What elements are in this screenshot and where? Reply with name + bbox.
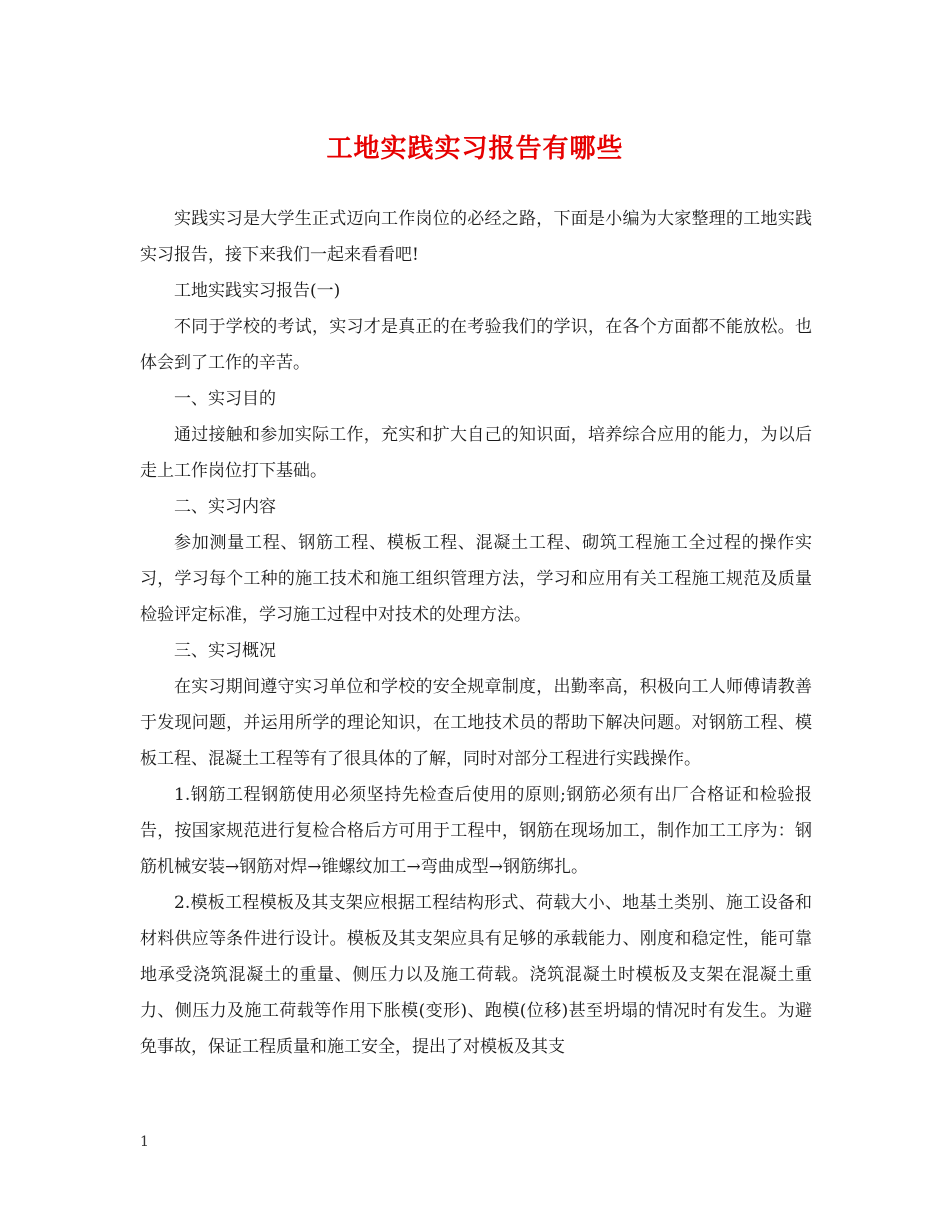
document-body xyxy=(140,201,812,1065)
document-title: 工地实践实习报告有哪些 xyxy=(326,134,624,164)
section-heading-purpose: 一、实习目的 xyxy=(174,389,276,409)
paragraph-formwork-engineering: 2.模板工程模板及其支架应根据工程结构形式、荷载大小、地基土类别、施工设备和材料供应等条件进行设计。模板及其支架应具有足够的承载能力、刚度和稳定性，能可靠地承受浇筑混凝土的重量、侧压力以及施工荷载。浇筑混凝土时模板及支架在混凝土重力、侧压力及施工荷载等作用下胀模(变形)、跑模(位移)甚至坍塌的情况时有发生。为避免事故，保证工程质量和施工安全，提出了对模板及其支 xyxy=(140,893,812,1057)
paragraph-purpose: 通过接触和参加实际工作，充实和扩大自己的知识面，培养综合应用的能力，为以后走上工作岗位打下基础。 xyxy=(140,425,812,481)
section-heading-content: 二、实习内容 xyxy=(174,497,276,517)
section-heading-report-one: 工地实践实习报告(一) xyxy=(174,281,341,301)
paragraph-content: 参加测量工程、钢筋工程、模板工程、混凝土工程、砌筑工程施工全过程的操作实习，学习每个工种的施工技术和施工组织管理方法，学习和应用有关工程施工规范及质量检验评定标准，学习施工过程中对技术的处理方法。 xyxy=(140,533,812,625)
paragraph-overview: 在实习期间遵守实习单位和学校的安全规章制度，出勤率高，积极向工人师傅请教善于发现问题，并运用所学的理论知识，在工地技术员的帮助下解决问题。对钢筋工程、模板工程、混凝土工程等有了很具体的了解，同时对部分工程进行实践操作。 xyxy=(140,677,812,769)
section-heading-overview: 三、实习概况 xyxy=(174,641,276,661)
paragraph-experience: 不同于学校的考试，实习才是真正的在考验我们的学识，在各个方面都不能放松。也体会到了工作的辛苦。 xyxy=(140,317,812,373)
paragraph-rebar-engineering: 1.钢筋工程钢筋使用必须坚持先检查后使用的原则;钢筋必须有出厂合格证和检验报告，按国家规范进行复检合格后方可用于工程中，钢筋在现场加工，制作加工工序为：钢筋机械安装→钢筋对焊→锥螺纹加工→弯曲成型→钢筋绑扎。 xyxy=(140,785,812,877)
page-number: 1 xyxy=(140,1134,149,1150)
paragraph-intro: 实践实习是大学生正式迈向工作岗位的必经之路，下面是小编为大家整理的工地实践实习报告，接下来我们一起来看看吧! xyxy=(140,209,812,265)
